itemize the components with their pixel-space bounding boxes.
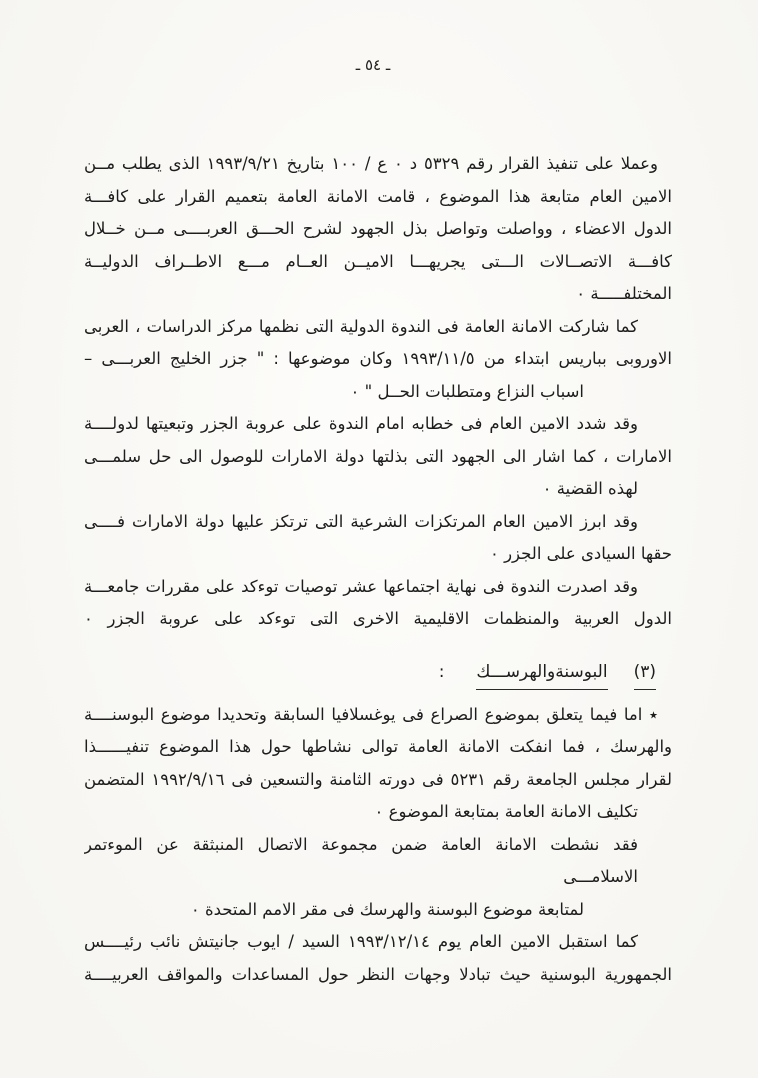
text-line: الاوروبى بباريس ابتداء من ١٩٩٣/١١/٥ وكان موضوعها : " جزر الخليج العربـــى – xyxy=(84,349,672,368)
text-line: تكليف الامانة العامة بمتابعة الموضوع ٠ xyxy=(374,802,638,821)
text-line: وقد اصدرت الندوة فى نهاية اجتماعها عشر توصيات توءكد على مقررات جامعـــة xyxy=(84,576,638,596)
text-line: والهرسك ، فما انفكت الامانة العامة توالى نشاطها حول هذا الموضوع تنفيــــــذا xyxy=(84,737,672,756)
paragraph-2 xyxy=(84,311,672,409)
text-line: كما شاركت الامانة العامة فى الندوة الدولية التى نظمها مركز الدراسات ، العربى xyxy=(84,316,638,336)
document-body xyxy=(84,148,672,991)
text-line: الدول العربية والمنظمات الاقليمية الاخرى التى توءكد على عروبة الجزر ٠ xyxy=(84,609,672,628)
text-line: حقها السيادى على الجزر ٠ xyxy=(489,544,672,563)
section-number: (٣) xyxy=(634,662,656,690)
paragraph-4 xyxy=(84,506,672,571)
text-line: وقد شدد الامين العام فى خطابه امام الندوة على عروبة الجزر وتبعيتها لدولــــة xyxy=(84,414,638,433)
text-line: لهذه القضية ٠ xyxy=(542,479,638,498)
text-line: الجمهورية البوسنية حيث تبادلا وجهات النظر حول المساعدات والمواقف العربيــــة xyxy=(84,964,672,984)
text-line: كما استقبل الامين العام يوم ١٩٩٣/١٢/١٤ السيد / ايوب جانيتش نائب رئيــــس xyxy=(84,932,639,951)
section-heading-bosnia xyxy=(84,662,656,690)
text-line: لمتابعة موضوع البوسنة والهرسك فى مقر الامم المتحدة ٠ xyxy=(190,899,584,919)
page-number: ـ ٥٤ ـ xyxy=(355,56,391,74)
text-line: كافـــة الاتصــالات الـــتى يجريهـــا الاميــن العــام مـــع الاطــراف الدوليــة xyxy=(84,251,672,271)
paragraph-1 xyxy=(84,148,672,311)
text-line: فقد نشطت الامانة العامة ضمن مجموعة الاتصال المنبثقة عن الموءتمر الاسلامـــى xyxy=(84,834,638,886)
section-colon: : xyxy=(438,661,445,682)
text-line: المختلفـــــة ٠ xyxy=(576,284,672,303)
text-line: وعملا على تنفيذ القرار رقم ٥٣٢٩ د ٠ ع / ١٠٠ بتاريخ ١٩٩٣/٩/٢١ الذى يطلب مــن xyxy=(84,154,658,173)
paragraph-6 xyxy=(84,699,672,829)
paragraph-5 xyxy=(84,571,672,636)
text-line: وقد ابرز الامين العام المرتكزات الشرعية التى ترتكز عليها دولة الامارات فــــى xyxy=(84,511,638,531)
text-line: ٭ اما فيما يتعلق بموضوع الصراع فى يوغسلافيا السابقة وتحديدا موضوع البوسنــــة xyxy=(84,704,658,724)
paragraph-3 xyxy=(84,408,672,506)
paragraph-7 xyxy=(84,829,672,927)
text-line: الامين العام متابعة هذا الموضوع ، قامت الامانة العامة بتعميم القرار على كافـــة xyxy=(84,186,672,206)
section-title: البوسنةوالهرســـك xyxy=(476,662,607,690)
text-line: اسباب النزاع ومتطلبات الحــل " ٠ xyxy=(350,381,584,401)
text-line: لقرار مجلس الجامعة رقم ٥٢٣١ فى دورته الثامنة والتسعين فى ١٩٩٢/٩/١٦ المتضمن xyxy=(84,769,672,789)
paragraph-8 xyxy=(84,926,672,991)
text-line: الامارات ، كما اشار الى الجهود التى بذلتها دولة الامارات للوصول الى حل سلمـــى xyxy=(84,446,672,466)
text-line: الدول الاعضاء ، وواصلت وتواصل بذل الجهود لشرح الحـــق العربــــى مــن خــلال xyxy=(84,219,672,238)
